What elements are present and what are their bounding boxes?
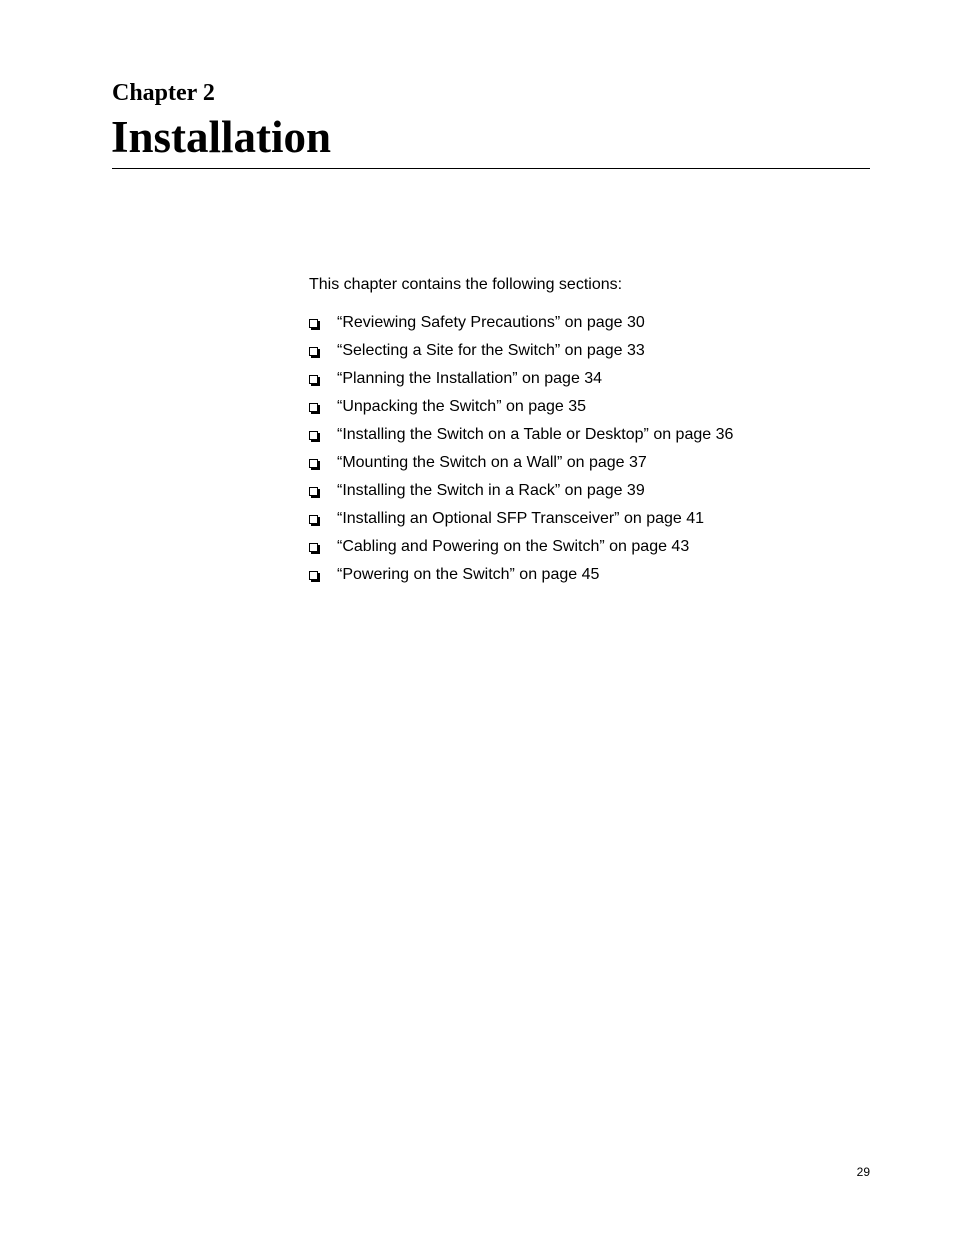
section-link[interactable]: “Cabling and Powering on the Switch” on page 43 xyxy=(337,538,690,555)
list-item xyxy=(309,481,733,509)
page-number: 29 xyxy=(856,1165,870,1179)
checkbox-bullet-icon xyxy=(309,319,318,328)
checkbox-bullet-icon xyxy=(309,459,318,468)
checkbox-bullet-icon xyxy=(309,515,318,524)
checkbox-bullet-icon xyxy=(309,375,318,384)
list-item xyxy=(309,537,733,565)
intro-text: This chapter contains the following sections: xyxy=(309,276,623,293)
section-link[interactable]: “Installing an Optional SFP Transceiver” on page 41 xyxy=(337,510,705,527)
list-item xyxy=(309,565,733,593)
list-item xyxy=(309,453,733,481)
list-item xyxy=(309,369,733,397)
section-link[interactable]: “Unpacking the Switch” on page 35 xyxy=(337,398,587,415)
section-link[interactable]: “Mounting the Switch on a Wall” on page 37 xyxy=(337,454,647,471)
list-item xyxy=(309,341,733,369)
checkbox-bullet-icon xyxy=(309,543,318,552)
list-item xyxy=(309,313,733,341)
section-link[interactable]: “Selecting a Site for the Switch” on page 33 xyxy=(337,342,645,359)
section-link[interactable]: “Powering on the Switch” on page 45 xyxy=(337,566,600,583)
list-item xyxy=(309,397,733,425)
list-item xyxy=(309,425,733,453)
chapter-label: Chapter 2 xyxy=(112,80,215,106)
checkbox-bullet-icon xyxy=(309,571,318,580)
checkbox-bullet-icon xyxy=(309,403,318,412)
checkbox-bullet-icon xyxy=(309,347,318,356)
title-divider xyxy=(112,168,870,169)
section-list xyxy=(309,313,733,593)
checkbox-bullet-icon xyxy=(309,487,318,496)
section-link[interactable]: “Planning the Installation” on page 34 xyxy=(337,370,603,387)
section-link[interactable]: “Installing the Switch on a Table or Desktop” on page 36 xyxy=(337,426,734,443)
section-link[interactable]: “Reviewing Safety Precautions” on page 30 xyxy=(337,314,645,331)
checkbox-bullet-icon xyxy=(309,431,318,440)
section-link[interactable]: “Installing the Switch in a Rack” on page 39 xyxy=(337,482,645,499)
chapter-title: Installation xyxy=(111,112,332,162)
list-item xyxy=(309,509,733,537)
